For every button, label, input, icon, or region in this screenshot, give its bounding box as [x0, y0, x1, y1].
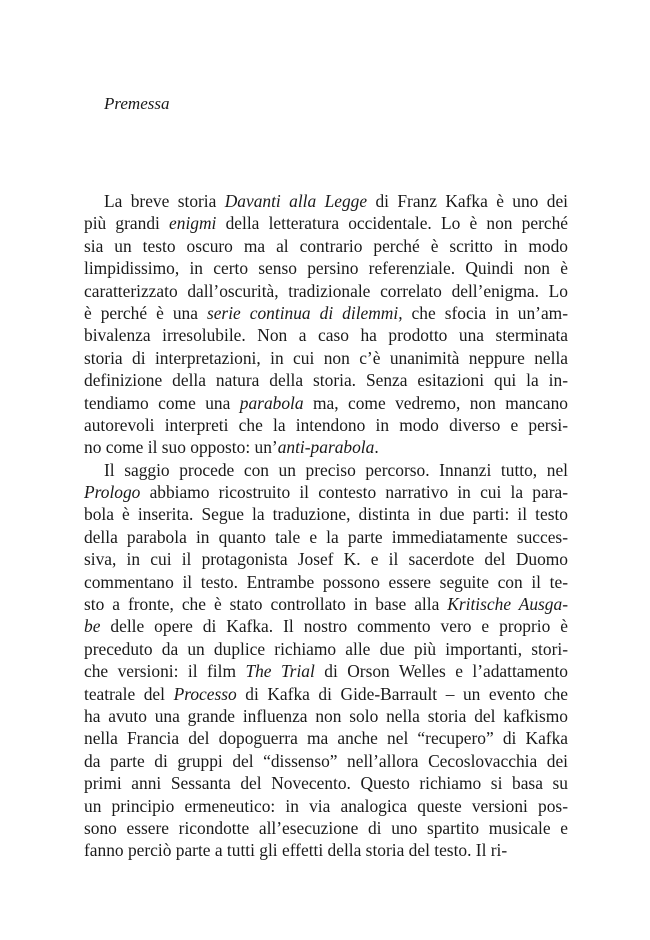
text-segment: di Kafka di Gide-Barrault – un evento che — [236, 683, 569, 704]
text-line — [84, 436, 568, 458]
text-segment: preceduto da un duplice richiamo alle due più importanti, stori- — [84, 638, 568, 659]
text-segment: di Franz Kafka è uno dei — [367, 191, 568, 211]
text-segment: siva, in cui il protagonista Josef K. e il sacerdote del Duomo — [84, 549, 568, 570]
text-line — [84, 302, 568, 324]
paragraph — [84, 459, 568, 862]
text-segment: è perché è una — [84, 302, 207, 323]
text-segment: storia di interpretazioni, in cui non c’è unanimità neppure nella — [84, 347, 568, 368]
text-segment: primi anni Sessanta del Novecento. Questo richiamo si basa su — [84, 773, 568, 794]
text-segment: Il saggio procede con un preciso percorso. Innanzi tutto, nel — [104, 459, 568, 480]
text-line — [84, 795, 568, 817]
paragraph — [84, 190, 568, 459]
text-segment: un principio ermeneutico: in via analogica queste versioni pos- — [84, 795, 568, 816]
text-segment: da parte di gruppi del “dissenso” nell’allora Cecoslovacchia dei — [84, 750, 568, 771]
text-line — [84, 727, 568, 749]
text-line — [84, 257, 568, 279]
text-line — [84, 660, 568, 682]
text-line — [84, 750, 568, 772]
text-segment: ha avuto una grande influenza non solo nella storia del kafkismo — [84, 705, 568, 726]
text-segment: più grandi — [84, 213, 170, 234]
text-line — [84, 615, 568, 637]
text-segment: La breve storia — [104, 191, 225, 211]
text-line — [84, 347, 568, 369]
text-line — [84, 503, 568, 525]
text-line — [84, 280, 568, 302]
text-line — [84, 593, 568, 615]
text-segment: commentano il testo. Entrambe possono essere seguite con il te- — [84, 571, 568, 592]
italic-text: enigmi — [169, 213, 217, 234]
text-line — [84, 369, 568, 391]
text-line — [84, 235, 568, 257]
text-line — [84, 459, 568, 481]
text-line — [84, 324, 568, 346]
italic-text: anti-parabola — [277, 437, 375, 458]
text-line — [84, 548, 568, 570]
text-segment: no come il suo opposto: un’ — [84, 437, 278, 458]
text-line — [84, 683, 568, 705]
text-segment: della parabola in quanto tale e la parte immediatamente succes- — [84, 526, 568, 547]
text-segment: caratterizzato dall’oscurità, tradizionale correlato dell’enigma. Lo — [84, 280, 568, 301]
text-line — [84, 392, 568, 414]
text-segment: che versioni: il film — [84, 661, 246, 682]
text-line — [84, 571, 568, 593]
italic-text: The Trial — [245, 661, 315, 682]
text-segment: sia un testo oscuro ma al contrario perché è scritto in modo — [84, 235, 568, 256]
text-line — [84, 817, 568, 839]
text-line — [84, 638, 568, 660]
italic-text: Processo — [173, 683, 237, 704]
italic-text: Kritische Ausga- — [447, 594, 568, 615]
italic-text: parabola — [239, 392, 304, 413]
text-segment: tendiamo come una — [84, 392, 240, 413]
text-line — [84, 839, 568, 861]
text-line — [84, 481, 568, 503]
text-segment: delle opere di Kafka. Il nostro commento vero e proprio è — [100, 616, 568, 637]
text-segment: . — [374, 437, 379, 458]
text-segment: fanno perciò parte a tutti gli effetti della storia del testo. Il ri- — [84, 840, 508, 861]
body-text — [84, 190, 568, 862]
text-line — [84, 414, 568, 436]
text-segment: autorevoli interpreti che la intendono in modo diverso e persi- — [84, 414, 568, 435]
text-segment: bivalenza irresolubile. Non a caso ha prodotto una sterminata — [84, 325, 568, 346]
text-line — [84, 526, 568, 548]
text-segment: che sfocia in un’am- — [402, 302, 568, 323]
text-segment: sto a fronte, che è stato controllato in base alla — [84, 594, 448, 615]
text-segment: sono essere ricondotte all’esecuzione di uno spartito musicale e — [84, 817, 568, 838]
text-segment: di Orson Welles e l’adattamento — [314, 661, 568, 682]
text-line — [84, 772, 568, 794]
text-segment: bola è inserita. Segue la traduzione, distinta in due parti: il testo — [84, 504, 568, 525]
text-segment: limpidissimo, in certo senso persino referenziale. Quindi non è — [84, 258, 568, 279]
text-segment: ma, come vedremo, non mancano — [303, 392, 568, 413]
text-line — [84, 190, 568, 212]
italic-text: be — [84, 616, 101, 637]
italic-text: Davanti alla Legge — [224, 191, 368, 211]
text-segment: teatrale del — [84, 683, 174, 704]
italic-text: serie continua di dilemmi, — [206, 302, 403, 323]
italic-text: Prologo — [84, 482, 141, 503]
text-segment: della letteratura occidentale. Lo è non perché — [216, 213, 568, 234]
text-line — [84, 212, 568, 234]
text-segment: definizione della natura della storia. Senza esitazioni qui la in- — [84, 370, 568, 391]
text-line — [84, 705, 568, 727]
text-segment: nella Francia del dopoguerra ma anche nel “recupero” di Kafka — [84, 728, 568, 749]
text-segment: abbiamo ricostruito il contesto narrativo in cui la para- — [140, 482, 568, 503]
section-heading: Premessa — [104, 94, 170, 113]
